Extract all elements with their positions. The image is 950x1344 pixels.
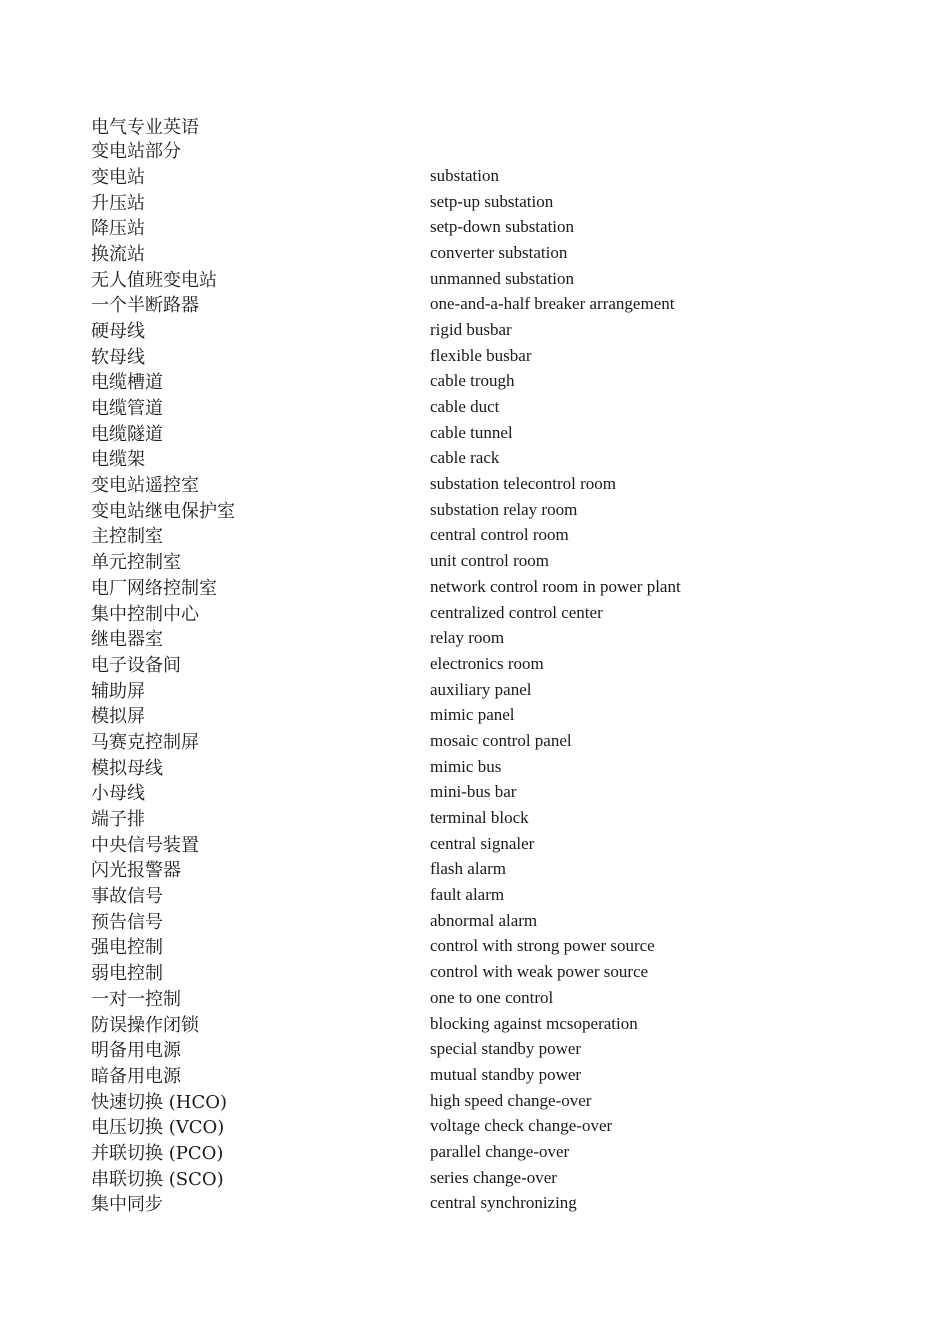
glossary-row (91, 959, 871, 985)
term-chinese: 暗备用电源 (91, 1065, 181, 1087)
term-english: mimic panel (430, 705, 515, 725)
term-english: control with weak power source (430, 962, 649, 982)
term-chinese: 电压切换 (VCO) (91, 1117, 225, 1139)
term-english: cable rack (430, 448, 500, 468)
term-chinese: 小母线 (91, 783, 145, 805)
glossary-row (91, 548, 871, 574)
term-english: series change-over (430, 1167, 557, 1187)
glossary-row (91, 600, 871, 626)
term-chinese: 电子设备间 (91, 654, 181, 676)
term-chinese: 软母线 (91, 346, 145, 368)
term-chinese: 主控制室 (91, 526, 163, 548)
term-english: centralized control center (430, 602, 603, 622)
glossary-row (91, 446, 871, 472)
term-chinese: 降压站 (91, 218, 145, 240)
glossary-row (91, 420, 871, 446)
term-chinese: 无人值班变电站 (91, 269, 217, 291)
glossary-row (91, 163, 871, 189)
glossary-row (91, 523, 871, 549)
term-chinese: 升压站 (91, 192, 145, 214)
glossary-row (91, 1191, 871, 1217)
document-title: 电气专业英语 (91, 117, 199, 138)
term-english: one to one control (430, 987, 554, 1007)
term-chinese: 电缆管道 (91, 398, 163, 420)
term-english: substation telecontrol room (430, 474, 617, 494)
term-chinese: 单元控制室 (91, 552, 181, 574)
glossary-row (91, 240, 871, 266)
term-english: setp-down substation (430, 217, 575, 237)
term-english: central control room (430, 525, 569, 545)
term-english: fault alarm (430, 885, 505, 905)
glossary-row (91, 266, 871, 292)
glossary-row (91, 985, 871, 1011)
term-chinese: 事故信号 (91, 886, 163, 908)
term-english: flash alarm (430, 859, 506, 879)
term-chinese: 电厂网络控制室 (91, 577, 217, 599)
term-chinese: 防误操作闭锁 (91, 1014, 199, 1036)
term-chinese: 端子排 (91, 809, 145, 831)
glossary-row (91, 625, 871, 651)
glossary-row (91, 1062, 871, 1088)
glossary-row (91, 214, 871, 240)
term-chinese: 并联切换 (PCO) (91, 1142, 224, 1164)
term-chinese: 变电站遥控室 (91, 475, 199, 497)
glossary-row (91, 651, 871, 677)
term-english: relay room (430, 628, 505, 648)
glossary-row (91, 1165, 871, 1191)
term-chinese: 电缆槽道 (91, 372, 163, 394)
term-chinese: 电缆隧道 (91, 423, 163, 445)
term-english: one-and-a-half breaker arrangement (430, 294, 675, 314)
glossary-row (91, 291, 871, 317)
term-chinese: 预告信号 (91, 911, 163, 933)
glossary-row (91, 1113, 871, 1139)
term-english: special standby power (430, 1039, 582, 1059)
glossary-row (91, 317, 871, 343)
term-english: control with strong power source (430, 936, 655, 956)
term-english: parallel change-over (430, 1141, 570, 1161)
term-english: network control room in power plant (430, 576, 681, 596)
term-english: mimic bus (430, 756, 502, 776)
glossary-row (91, 780, 871, 806)
glossary-row (91, 189, 871, 215)
glossary-row (91, 1139, 871, 1165)
term-chinese: 电缆架 (91, 449, 145, 471)
glossary-row (91, 702, 871, 728)
term-chinese: 闪光报警器 (91, 860, 181, 882)
glossary-row (91, 1011, 871, 1037)
glossary-row (91, 908, 871, 934)
glossary-row (91, 805, 871, 831)
term-english: converter substation (430, 242, 568, 262)
term-english: auxiliary panel (430, 679, 532, 699)
term-chinese: 换流站 (91, 243, 145, 265)
term-english: setp-up substation (430, 191, 554, 211)
term-english: abnormal alarm (430, 910, 538, 930)
term-english: flexible busbar (430, 345, 532, 365)
term-english: unit control room (430, 551, 549, 571)
glossary-row (91, 882, 871, 908)
term-chinese: 马赛克控制屏 (91, 731, 199, 753)
glossary-row (91, 728, 871, 754)
glossary-row (91, 574, 871, 600)
term-chinese: 明备用电源 (91, 1040, 181, 1062)
term-chinese: 集中控制中心 (91, 603, 199, 625)
term-english: blocking against mcsoperation (430, 1013, 638, 1033)
term-english: voltage check change-over (430, 1116, 613, 1136)
term-chinese: 一个半断路器 (91, 295, 199, 317)
term-english: substation (430, 165, 499, 185)
term-chinese: 强电控制 (91, 937, 163, 959)
term-chinese: 变电站 (91, 166, 145, 188)
term-chinese: 继电器室 (91, 629, 163, 651)
glossary-row (91, 343, 871, 369)
term-chinese: 模拟屏 (91, 706, 145, 728)
glossary-row (91, 831, 871, 857)
glossary-row (91, 369, 871, 395)
term-english: unmanned substation (430, 268, 575, 288)
glossary-row (91, 677, 871, 703)
glossary-list (91, 163, 871, 1216)
glossary-row (91, 497, 871, 523)
glossary-row (91, 1036, 871, 1062)
term-english: electronics room (430, 653, 544, 673)
glossary-row (91, 754, 871, 780)
term-chinese: 中央信号装置 (91, 834, 199, 856)
glossary-row (91, 857, 871, 883)
term-english: high speed change-over (430, 1090, 592, 1110)
term-chinese: 弱电控制 (91, 963, 163, 985)
term-english: rigid busbar (430, 319, 512, 339)
term-english: terminal block (430, 808, 529, 828)
term-chinese: 串联切换 (SCO) (91, 1168, 224, 1190)
term-english: mutual standby power (430, 1064, 582, 1084)
term-english: cable trough (430, 371, 515, 391)
term-english: central signaler (430, 833, 535, 853)
term-chinese: 快速切换 (HCO) (91, 1091, 227, 1113)
term-chinese: 硬母线 (91, 320, 145, 342)
term-english: mini-bus bar (430, 782, 517, 802)
term-english: substation relay room (430, 499, 578, 519)
term-english: cable tunnel (430, 422, 513, 442)
term-chinese: 集中同步 (91, 1194, 163, 1216)
section-heading: 变电站部分 (91, 141, 181, 162)
glossary-row (91, 394, 871, 420)
term-english: mosaic control panel (430, 730, 572, 750)
term-chinese: 一对一控制 (91, 988, 181, 1010)
glossary-row (91, 1088, 871, 1114)
term-english: cable duct (430, 397, 500, 417)
term-chinese: 模拟母线 (91, 757, 163, 779)
glossary-row (91, 934, 871, 960)
glossary-row (91, 471, 871, 497)
term-chinese: 辅助屏 (91, 680, 145, 702)
term-chinese: 变电站继电保护室 (91, 500, 235, 522)
term-english: central synchronizing (430, 1193, 577, 1213)
